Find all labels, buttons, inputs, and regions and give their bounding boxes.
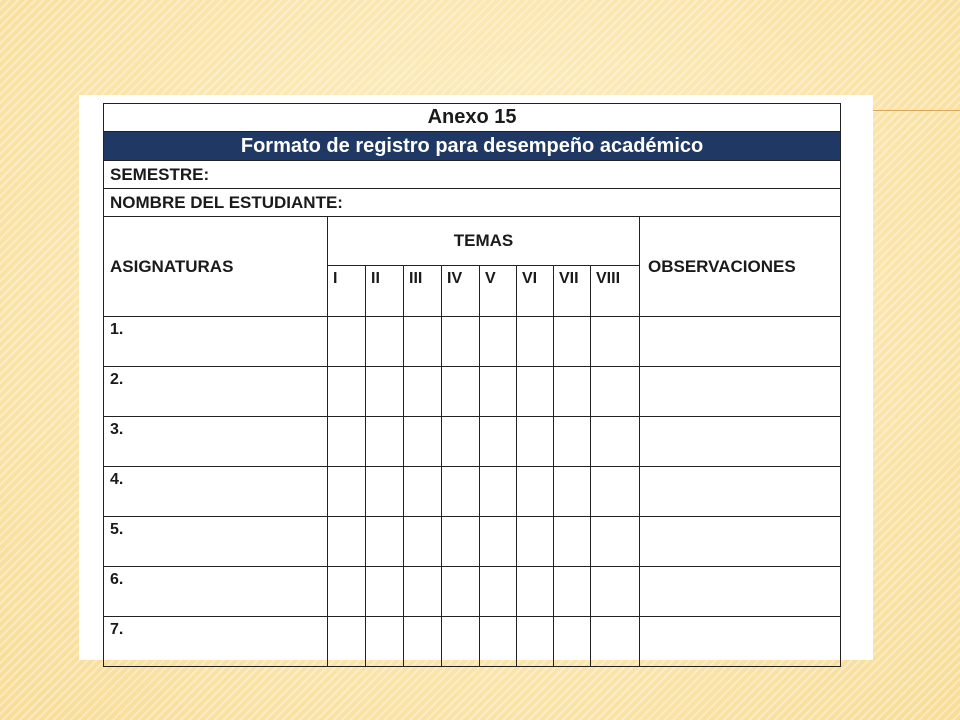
topic-grade-cell	[404, 417, 442, 467]
topic-grade-cell	[554, 467, 591, 517]
topic-grade-cell	[366, 317, 404, 367]
academic-performance-table	[103, 103, 841, 667]
topic-grade-cell	[404, 317, 442, 367]
topic-grade-cell	[591, 567, 640, 617]
subject-row	[104, 617, 841, 667]
subject-row-number: 5.	[104, 517, 328, 567]
subject-row-number: 1.	[104, 317, 328, 367]
topic-grade-cell	[442, 617, 480, 667]
topic-grade-cell	[480, 467, 517, 517]
subject-row	[104, 567, 841, 617]
observations-cell	[640, 467, 841, 517]
student-name-field: NOMBRE DEL ESTUDIANTE:	[104, 189, 841, 217]
topic-grade-cell	[328, 467, 366, 517]
topic-grade-cell	[366, 567, 404, 617]
form-image-panel	[79, 95, 873, 660]
topic-grade-cell	[442, 367, 480, 417]
topic-column-header: VII	[554, 266, 591, 317]
observations-cell	[640, 367, 841, 417]
topic-column-header: III	[404, 266, 442, 317]
topic-grade-cell	[366, 617, 404, 667]
topic-grade-cell	[442, 317, 480, 367]
topic-grade-cell	[517, 567, 554, 617]
subject-row-number: 6.	[104, 567, 328, 617]
subject-row-number: 4.	[104, 467, 328, 517]
topic-grade-cell	[442, 467, 480, 517]
topic-grade-cell	[366, 467, 404, 517]
subject-row	[104, 367, 841, 417]
subject-row	[104, 467, 841, 517]
topic-grade-cell	[404, 567, 442, 617]
topic-grade-cell	[442, 567, 480, 617]
topic-grade-cell	[591, 517, 640, 567]
observations-header: OBSERVACIONES	[640, 217, 841, 317]
topic-grade-cell	[328, 617, 366, 667]
observations-cell	[640, 617, 841, 667]
topic-grade-cell	[480, 617, 517, 667]
topic-grade-cell	[404, 517, 442, 567]
topic-grade-cell	[591, 367, 640, 417]
topic-grade-cell	[517, 317, 554, 367]
topic-column-header: IV	[442, 266, 480, 317]
topic-grade-cell	[554, 317, 591, 367]
topic-grade-cell	[480, 367, 517, 417]
subject-row	[104, 317, 841, 367]
observations-cell	[640, 317, 841, 367]
topic-grade-cell	[591, 467, 640, 517]
topic-grade-cell	[517, 367, 554, 417]
form-title: Formato de registro para desempeño académico	[104, 132, 841, 161]
topic-grade-cell	[366, 367, 404, 417]
topic-grade-cell	[480, 517, 517, 567]
topic-grade-cell	[480, 317, 517, 367]
topic-column-header: I	[328, 266, 366, 317]
topic-grade-cell	[366, 417, 404, 467]
topic-grade-cell	[591, 417, 640, 467]
topic-grade-cell	[517, 467, 554, 517]
subject-row-number: 7.	[104, 617, 328, 667]
topic-grade-cell	[480, 567, 517, 617]
topic-grade-cell	[328, 417, 366, 467]
topic-grade-cell	[554, 367, 591, 417]
subjects-header: ASIGNATURAS	[104, 217, 328, 317]
topic-grade-cell	[404, 467, 442, 517]
observations-cell	[640, 567, 841, 617]
topic-grade-cell	[404, 367, 442, 417]
topic-column-header: VIII	[591, 266, 640, 317]
decorative-accent-line	[860, 110, 960, 111]
topic-grade-cell	[328, 317, 366, 367]
topic-column-header: V	[480, 266, 517, 317]
topic-grade-cell	[554, 617, 591, 667]
topic-grade-cell	[404, 617, 442, 667]
topic-grade-cell	[517, 517, 554, 567]
topic-grade-cell	[442, 417, 480, 467]
topics-header: TEMAS	[328, 217, 640, 266]
topic-grade-cell	[517, 617, 554, 667]
topic-grade-cell	[554, 567, 591, 617]
topic-grade-cell	[366, 517, 404, 567]
subject-row-number: 2.	[104, 367, 328, 417]
topic-grade-cell	[591, 617, 640, 667]
topic-column-header: II	[366, 266, 404, 317]
semester-field: SEMESTRE:	[104, 161, 841, 189]
topic-grade-cell	[480, 417, 517, 467]
observations-cell	[640, 517, 841, 567]
topic-grade-cell	[328, 367, 366, 417]
subject-row-number: 3.	[104, 417, 328, 467]
annex-heading: Anexo 15	[104, 104, 841, 132]
topic-column-header: VI	[517, 266, 554, 317]
topic-grade-cell	[591, 317, 640, 367]
subject-row	[104, 517, 841, 567]
topic-grade-cell	[554, 417, 591, 467]
observations-cell	[640, 417, 841, 467]
topic-grade-cell	[328, 517, 366, 567]
topic-grade-cell	[442, 517, 480, 567]
topic-grade-cell	[517, 417, 554, 467]
subject-row	[104, 417, 841, 467]
topic-grade-cell	[328, 567, 366, 617]
topic-grade-cell	[554, 517, 591, 567]
